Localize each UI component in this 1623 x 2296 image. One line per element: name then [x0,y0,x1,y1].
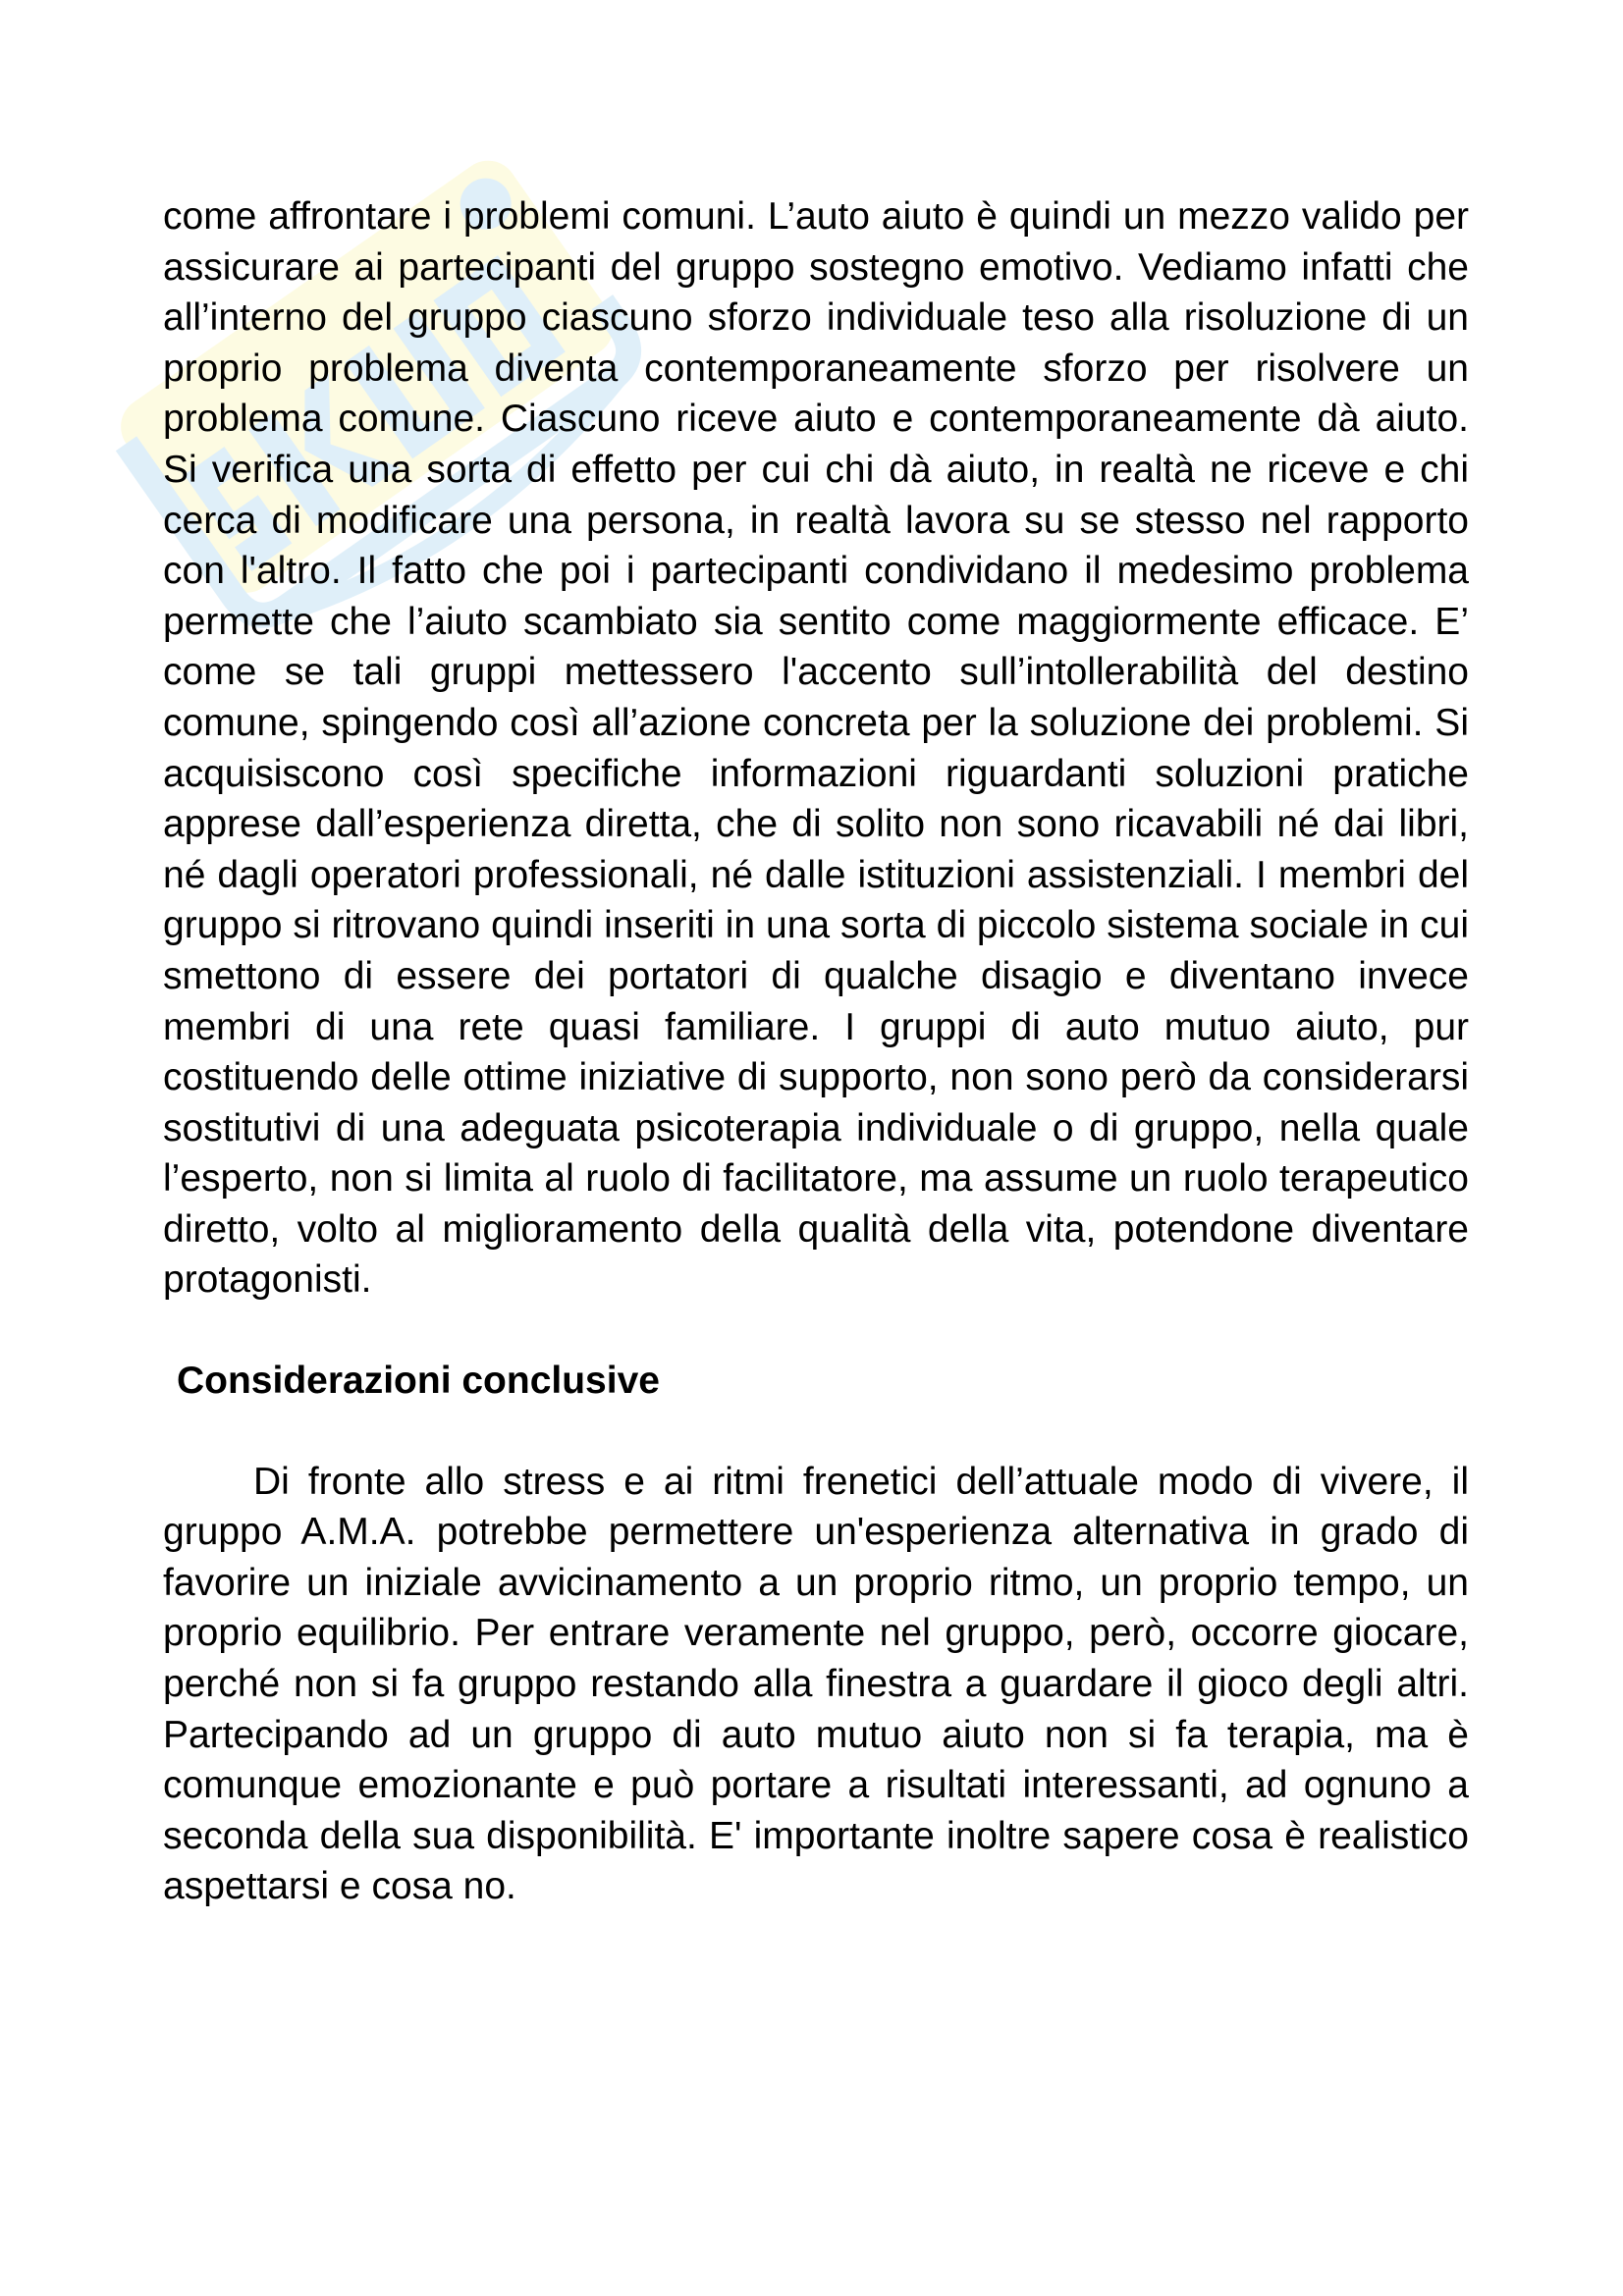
document-body [163,191,1469,1912]
section-heading: Considerazioni conclusive [177,1360,660,1403]
paragraph-conclusion: Di fronte allo stress e ai ritmi frenetici dell’attuale modo di vivere, il gruppo A.M.A. potrebbe permettere un'esperienza alternativa in grado di favorire un iniziale avvicinamento a un proprio ritmo, un proprio tempo, un proprio equilibrio. Per entrare veramente nel gruppo, però, occorre giocare, perché non si fa gruppo restando alla finestra a guardare il gioco degli altri. Partecipando ad un gruppo di auto mutuo aiuto non si fa terapia, ma è comunque emozionante e può portare a risultati interessanti, ad ognuno a seconda della sua disponibilità. E' importante inoltre sapere cosa è realistico aspettarsi e cosa no. [163,1460,1469,1908]
paragraph-body: come affrontare i problemi comuni. L’auto aiuto è quindi un mezzo valido per assicurare ai partecipanti del gruppo sostegno emotivo. Vediamo infatti che all’interno del gruppo ciascuno sforzo individuale teso alla risoluzione di un proprio problema diventa contemporaneamente sforzo per risolvere un problema comune. Ciascuno riceve aiuto e contemporaneamente dà aiuto. Si verifica una sorta di effetto per cui chi dà aiuto, in realtà ne riceve e chi cerca di modificare una persona, in realtà lavora su se stesso nel rapporto con l'altro. Il fatto che poi i partecipanti condividano il medesimo problema permette che l’aiuto scambiato sia sentito come maggiormente efficace. E’ come se tali gruppi mettessero l'accento sull’intollerabilità del destino comune, spingendo così all’azione concreta per la soluzione dei problemi. Si acquisiscono così specifiche informazioni riguardanti soluzioni pratiche apprese dall’esperienza diretta, che di solito non sono ricavabili né dai libri, né dagli operatori professionali, né dalle istituzioni assistenziali. I membri del gruppo si ritrovano quindi inseriti in una sorta di piccolo sistema sociale in cui smettono di essere dei portatori di qualche disagio e diventano invece membri di una rete quasi familiare. I gruppi di auto mutuo aiuto, pur costituendo delle ottime iniziative di supporto, non sono però da considerarsi sostitutivi di una adeguata psicoterapia individuale o di gruppo, nella quale l’esperto, non si limita al ruolo di facilitatore, ma assume un ruolo terapeutico diretto, volto al miglioramento della qualità della vita, potendone diventare protagonisti. [163,195,1469,1302]
